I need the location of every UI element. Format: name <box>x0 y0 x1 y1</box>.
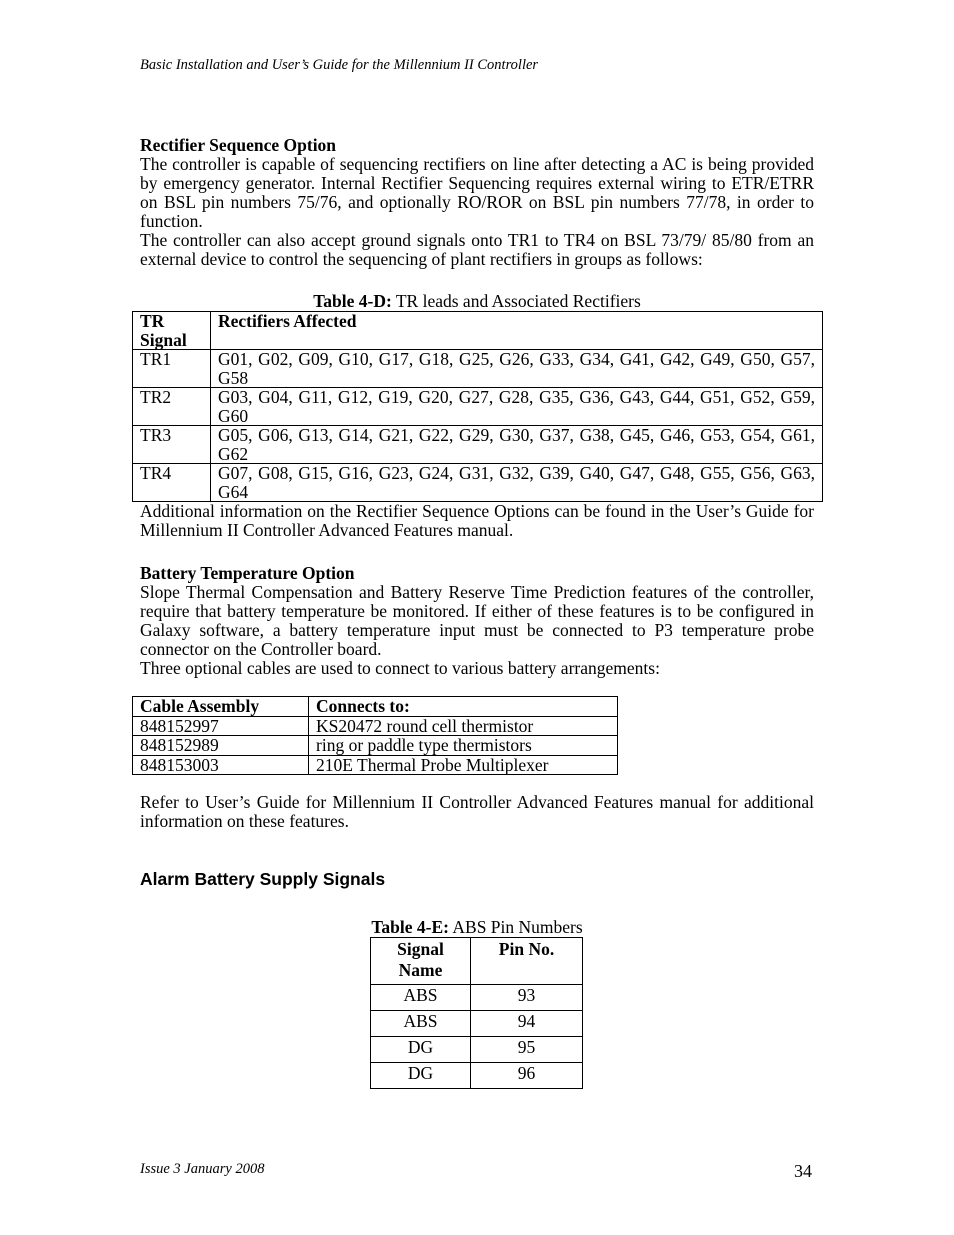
table-cell: ring or paddle type thermistors <box>309 736 618 756</box>
table-row <box>371 938 583 985</box>
table-cell: DG <box>371 1063 471 1089</box>
running-header: Basic Installation and User’s Guide for the Millennium II Controller <box>140 57 539 73</box>
table-4d <box>132 311 823 502</box>
rectifier-heading: Rectifier Sequence Option <box>140 135 337 155</box>
table-row <box>371 1063 583 1089</box>
table-header-cell: Signal Name <box>371 938 471 985</box>
table-cell: 210E Thermal Probe Multiplexer <box>309 755 618 775</box>
battery-heading: Battery Temperature Option <box>140 563 355 583</box>
table-row <box>133 312 823 350</box>
battery-note-block <box>140 793 814 831</box>
table-cell: G07, G08, G15, G16, G23, G24, G31, G32, G39, G40, G47, G48, G55, G56, G63, G64 <box>211 464 823 502</box>
rectifier-section <box>140 136 814 269</box>
table-row <box>133 350 823 388</box>
table-header-cell: Pin No. <box>471 938 583 985</box>
battery-note: Refer to User’s Guide for Millennium II Controller Advanced Features manual for additional information on these features. <box>140 792 814 831</box>
battery-para-1: Slope Thermal Compensation and Battery Reserve Time Prediction features of the controller, require that battery temperature be monitored. If either of these features is to be configured in Galaxy software, a battery temperature input must be connected to P3 temperature probe connector on the Controller board. <box>140 582 814 659</box>
table-4e <box>370 937 583 1089</box>
table-header-cell: Connects to: <box>309 697 618 717</box>
table-4d-caption <box>0 291 954 312</box>
table-row <box>133 426 823 464</box>
table-cell: 93 <box>471 985 583 1011</box>
table-row <box>133 755 618 775</box>
table-cell: TR1 <box>133 350 211 388</box>
table-cell: TR4 <box>133 464 211 502</box>
alarm-heading: Alarm Battery Supply Signals <box>140 869 386 889</box>
table-row <box>133 736 618 756</box>
table-4e-caption <box>0 917 954 938</box>
table-4d-caption-text: TR leads and Associated Rectifiers <box>391 291 641 311</box>
table-cell: 848153003 <box>133 755 309 775</box>
page-number: 34 <box>794 1161 812 1181</box>
table-header-cell: Cable Assembly <box>133 697 309 717</box>
rectifier-note: Additional information on the Rectifier Sequence Options can be found in the User’s Guide for Millennium II Controller Advanced Features manual. <box>140 501 814 540</box>
table-row <box>133 716 618 736</box>
table-header-cell: TR Signal <box>133 312 211 350</box>
table-cell: ABS <box>371 1011 471 1037</box>
table-cell: KS20472 round cell thermistor <box>309 716 618 736</box>
table-cell: TR3 <box>133 426 211 464</box>
table-cell: 848152997 <box>133 716 309 736</box>
table-cell: G05, G06, G13, G14, G21, G22, G29, G30, G37, G38, G45, G46, G53, G54, G61, G62 <box>211 426 823 464</box>
battery-para-2: Three optional cables are used to connect to various battery arrangements: <box>140 658 660 678</box>
battery-section <box>140 564 814 678</box>
table-row <box>133 697 618 717</box>
table-4e-caption-text: ABS Pin Numbers <box>448 917 583 937</box>
table-cell: G03, G04, G11, G12, G19, G20, G27, G28, G35, G36, G43, G44, G51, G52, G59, G60 <box>211 388 823 426</box>
cable-table <box>132 696 618 775</box>
table-row <box>133 464 823 502</box>
table-cell: 94 <box>471 1011 583 1037</box>
rectifier-para-1: The controller is capable of sequencing rectifiers on line after detecting a AC is being provided by emergency generator. Internal Rectifier Sequencing requires external wiring to ETR/ETRR on BSL pin numbers 75/76, and optionally RO/ROR on BSL pin numbers 77/78, in order to function. <box>140 154 814 231</box>
table-cell: 95 <box>471 1037 583 1063</box>
footer-issue: Issue 3 January 2008 <box>140 1161 265 1177</box>
table-row <box>133 388 823 426</box>
table-cell: 848152989 <box>133 736 309 756</box>
table-row <box>371 1011 583 1037</box>
table-cell: G01, G02, G09, G10, G17, G18, G25, G26, G33, G34, G41, G42, G49, G50, G57, G58 <box>211 350 823 388</box>
table-cell: DG <box>371 1037 471 1063</box>
table-4d-caption-label: Table 4-D: <box>313 291 392 311</box>
table-4e-caption-label: Table 4-E: <box>371 917 449 937</box>
table-cell: ABS <box>371 985 471 1011</box>
rectifier-note-block <box>140 502 814 540</box>
table-header-cell: Rectifiers Affected <box>211 312 823 350</box>
rectifier-para-2: The controller can also accept ground signals onto TR1 to TR4 on BSL 73/79/ 85/80 from an external device to control the sequencing of plant rectifiers in groups as follows: <box>140 230 814 269</box>
table-row <box>371 985 583 1011</box>
table-cell: TR2 <box>133 388 211 426</box>
table-row <box>371 1037 583 1063</box>
table-cell: 96 <box>471 1063 583 1089</box>
